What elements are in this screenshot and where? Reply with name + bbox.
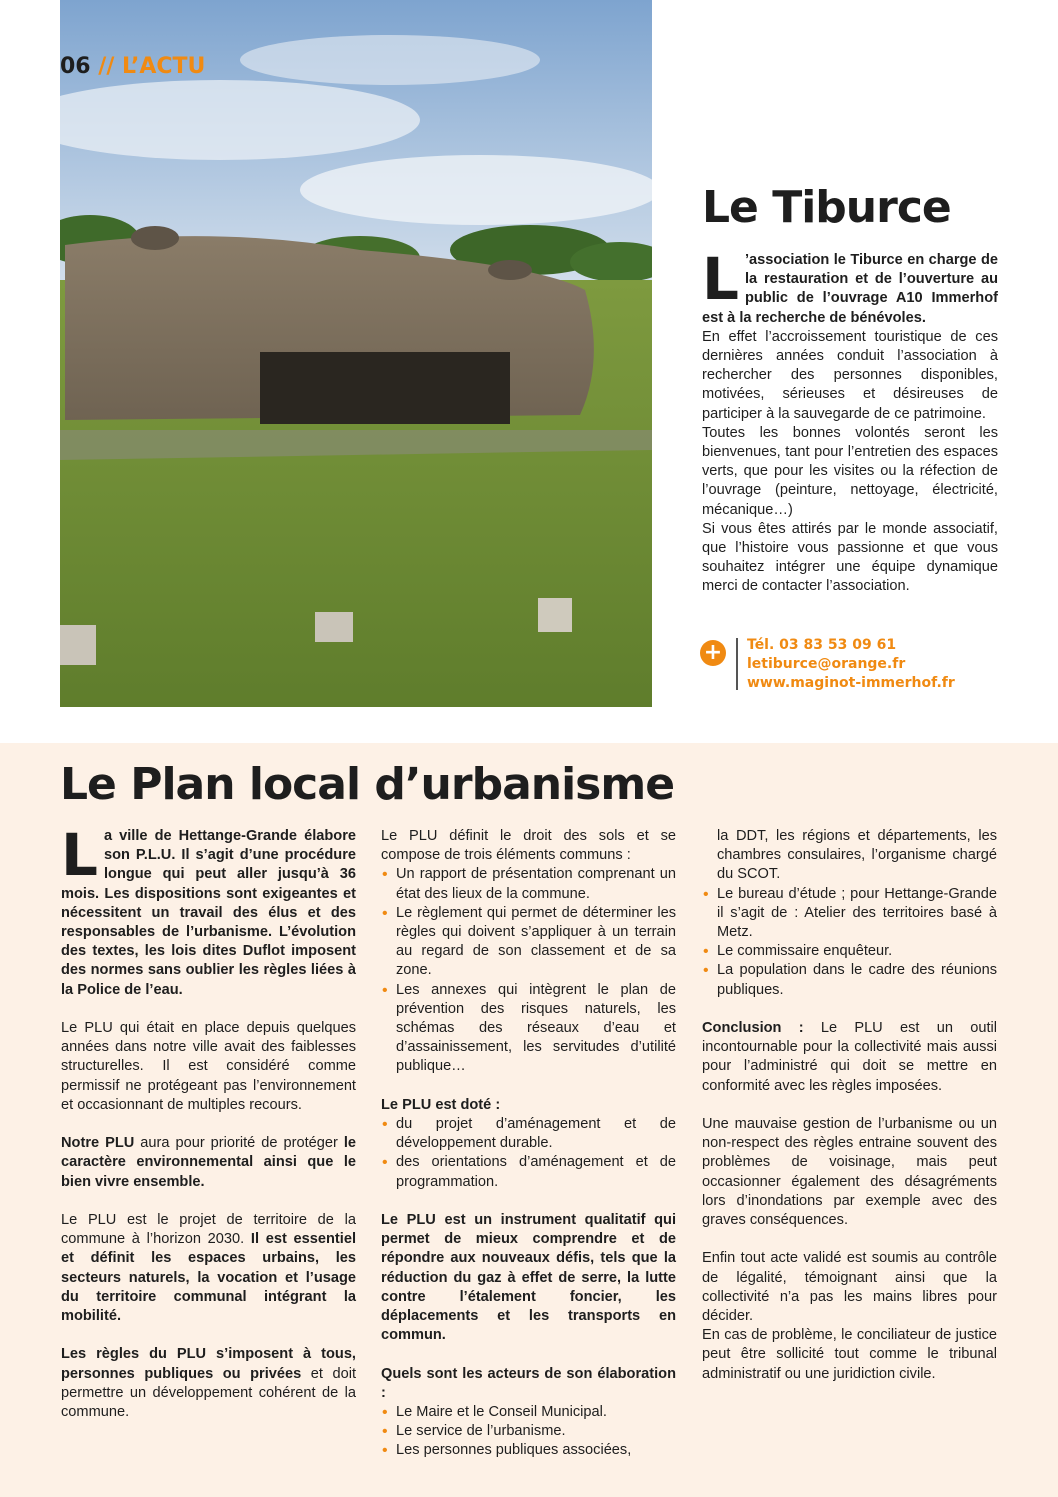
- plu-acteurs-list-continued: [702, 827, 997, 1000]
- list-item: • Le service de l’urbanisme.: [381, 1422, 676, 1441]
- list-item: • Le règlement qui permet de déterminer les règles qui doivent s’appliquer à un terrain au regard de son classement et de sa zone.: [381, 904, 676, 981]
- list-item: • Le bureau d’étude ; pour Hettange-Grande il s’agit de : Atelier des territoires basé à Metz.: [702, 885, 997, 943]
- plu-elements-list: [381, 865, 676, 1076]
- section-label: // L’ACTU: [98, 54, 206, 79]
- fort-photo: [60, 0, 652, 707]
- plu-paragraph-probleme: En cas de problème, le conciliateur de justice peut être sollicité tout comme le tribunal administratif ou une juridiction civile.: [702, 1327, 997, 1382]
- list-item: • La population dans le cadre des réunions publiques.: [702, 961, 997, 999]
- plu-instrument-paragraph: Le PLU est un instrument qualitatif qui permet de mieux comprendre et de répondre aux nouveaux défis, tels que la réduction du gaz à effet de serre, la lutte contre l’étalement foncier, les déplacements et les transports en commun.: [381, 1212, 676, 1344]
- plu-conclusion: Conclusion : Le PLU est un outil incontournable pour la collectivité mais aussi pour l’administré qui doit se mettre en conformité avec les règles imposées.: [702, 1020, 997, 1094]
- tiburce-paragraph-3: Si vous êtes attirés par le monde associatif, que l’histoire vous passionne et que vous souhaitez intégrer une équipe dynamique merci de contacter l’association.: [702, 520, 998, 595]
- contact-email[interactable]: letiburce@orange.fr: [747, 656, 906, 672]
- plu-elements-intro: Le PLU définit le droit des sols et se compose de trois éléments communs :: [381, 828, 676, 864]
- page-header: [60, 54, 205, 80]
- plu-acteurs-list: [381, 1403, 676, 1461]
- list-item: • Les personnes publiques associées,: [381, 1441, 676, 1460]
- plu-dote-list: [381, 1115, 676, 1192]
- list-item: • des orientations d’aménagement et de programmation.: [381, 1153, 676, 1191]
- contact-lines: [747, 636, 955, 693]
- contact-phone[interactable]: Tél. 03 83 53 09 61: [747, 637, 897, 653]
- tiburce-dropcap: L: [702, 245, 739, 313]
- plu-paragraph-regles: Les règles du PLU s’imposent à tous, personnes publiques ou privées et doit permettre un développement cohérent de la commune.: [61, 1346, 357, 1421]
- plu-paragraph-enfin: Enfin tout acte validé est soumis au contrôle de légalité, témoignant ainsi que la collectivité n’a pas les mains libres pour décider.: [702, 1250, 997, 1325]
- plu-dropcap: L: [61, 821, 98, 889]
- page-number: 06: [60, 54, 91, 79]
- plu-dote-heading: Le PLU est doté :: [381, 1096, 501, 1113]
- contact-website[interactable]: www.maginot-immerhof.fr: [747, 675, 955, 691]
- list-item: la DDT, les régions et départements, les chambres consulaires, l’organisme chargé du SCOT.: [717, 828, 997, 883]
- plu-column-3: [702, 827, 997, 1384]
- list-item: • Un rapport de présentation comprenant un état des lieux de la commune.: [381, 865, 676, 903]
- plus-icon: +: [700, 640, 726, 666]
- plu-title: Le Plan local d’urbanisme: [60, 759, 675, 810]
- list-item: • Les annexes qui intègrent le plan de prévention des risques naturels, les schémas des réseaux d’eau et d’assainissement, les servitudes d’utilité publique…: [381, 981, 676, 1077]
- plu-paragraph-projet: Le PLU est le projet de territoire de la commune à l’horizon 2030. Il est essentiel et définit les espaces urbains, les secteurs naturels, la vocation et l’usage du territoire communal intégrant la mobilité.: [61, 1212, 356, 1325]
- list-item: • Le Maire et le Conseil Municipal.: [381, 1403, 676, 1422]
- tiburce-paragraph-1: En effet l’accroissement touristique de ces dernières années conduit l’association à rechercher des personnes disponibles, motivées, sérieuses et désireuses de participer à la sauvegarde de ce patrimoine.: [702, 328, 998, 422]
- plu-column-1: [61, 821, 357, 1422]
- plu-column-2: [381, 827, 676, 1461]
- list-item: • Le commissaire enquêteur.: [702, 942, 997, 961]
- plu-paragraph-mauvaise: Une mauvaise gestion de l’urbanisme ou un non-respect des règles entraine souvent des problèmes de voisinage, mais peut occasionner également des désagréments lors d’inondations par exemple avec des graves conséquences.: [702, 1116, 997, 1229]
- tiburce-article: [702, 245, 998, 597]
- plu-acteurs-heading: Quels sont les acteurs de son élaboration :: [381, 1365, 676, 1401]
- tiburce-paragraph-2: Toutes les bonnes volontés seront les bienvenues, tant pour l’entretien des espaces verts, que pour les visites ou la réfection de l’ouvrage (peinture, nettoyage, électricité, mécanique…): [702, 424, 998, 518]
- tiburce-title: Le Tiburce: [702, 182, 951, 233]
- list-item: • du projet d’aménagement et de développement durable.: [381, 1115, 676, 1153]
- tiburce-intro: ’association le Tiburce en charge de la restauration et de l’ouverture au public de l’ouvrage A10 Immerhof est à la recherche de bénévoles.: [702, 252, 998, 326]
- contact-divider: [736, 638, 738, 690]
- plu-paragraph-ancien: Le PLU qui était en place depuis quelques années dans notre ville avait des faiblesses structurelles. Il est considéré comme permissif ne protégeant pas l’environnement et occasionnant de multiples recours.: [61, 1020, 356, 1113]
- plu-paragraph-priorite: Notre PLU aura pour priorité de protéger le caractère environnemental ainsi que le bien vivre ensemble.: [61, 1135, 356, 1190]
- plu-intro: a ville de Hettange-Grande élabore son P.L.U. Il s’agit d’une procédure longue qui peut aller jusqu’à 36 mois. Les dispositions sont exigeantes et nécessitent un travail des élus et des responsables de l’urbanisme. L’évolution des textes, les lois dites Duflot imposent des normes sans oublier les règles liées à la Police de l’eau.: [61, 828, 356, 998]
